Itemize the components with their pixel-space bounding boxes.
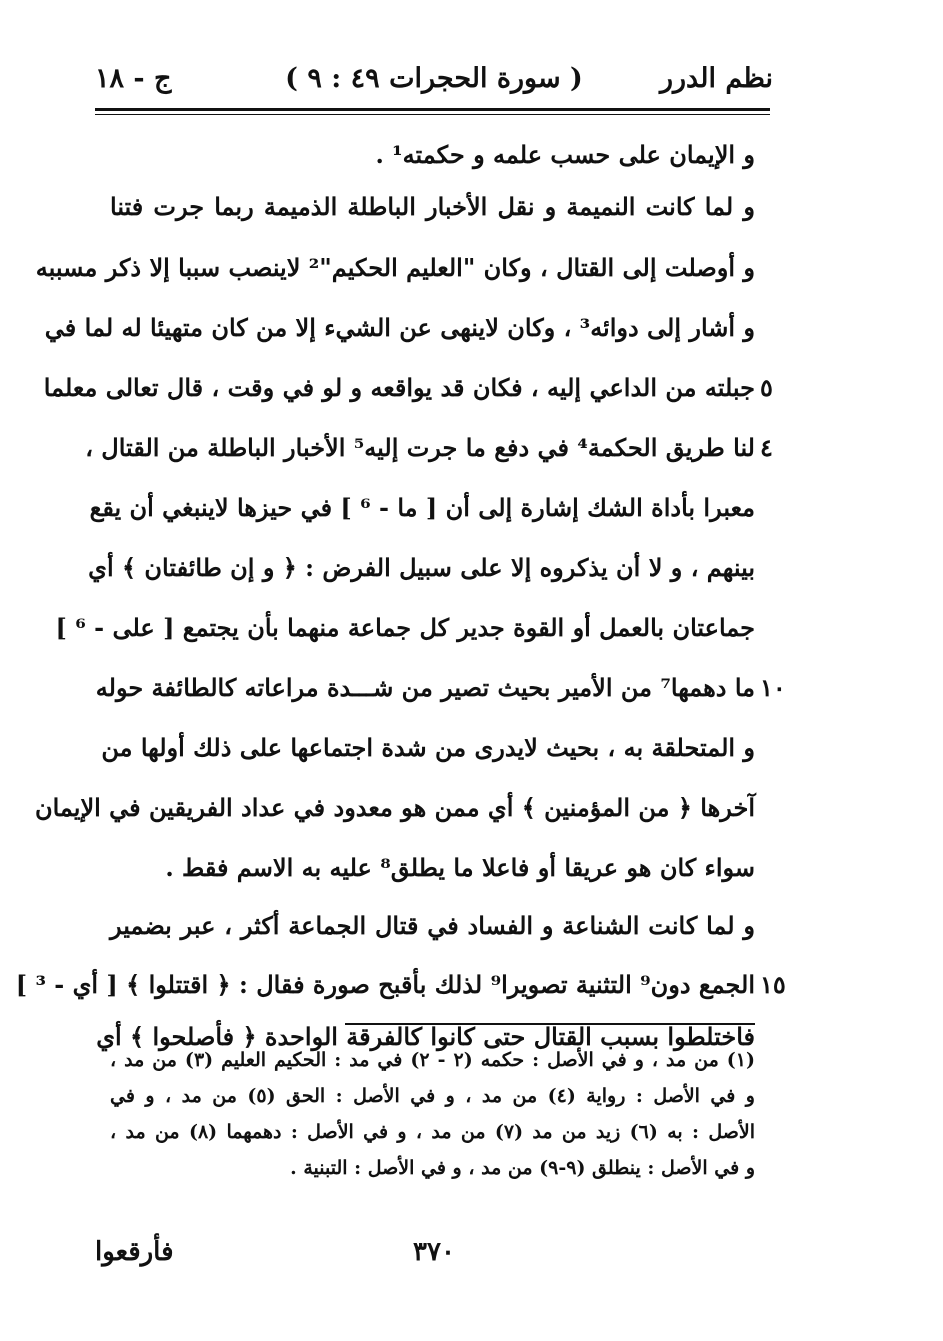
page-number: ٣٧٠: [413, 1237, 455, 1267]
text-line: و لما كانت النميمة و نقل الأخبار الباطلة الذميمة ربما جرت فتنا: [110, 192, 755, 221]
footnote-line: (١) من مد ، و في الأصل : حكمه (٢ - ٢) في مد : الحكيم العليم (٣) من مد ،: [110, 1049, 756, 1071]
text-line: الجمع دون⁹ التثنية تصويرا⁹ لذلك بأقبح صورة فقال : ﴿ اقتتلوا ﴾ [ أي - ³ ]: [15, 970, 755, 999]
footnote-line: و في الأصل : رواية (٤) من مد ، و في الأصل : الحق (٥) من مد ، و في: [110, 1085, 755, 1107]
text-line: جماعتان بالعمل أو القوة جدير كل جماعة منهما بأن يجتمع [ على - ⁶ ]: [55, 613, 755, 642]
text-line: و المتحلقة به ، بحيث لايدرى من شدة اجتماعها على ذلك أولها من: [101, 733, 755, 762]
line-number: ٥: [760, 373, 773, 402]
header-rule-thin: [95, 114, 770, 115]
text-line: معبرا بأداة الشك إشارة إلى أن [ ما - ⁶ ] في حيزها لاينبغي أن يقع: [89, 493, 755, 522]
text-line: آخرها ﴿ من المؤمنين ﴾ أي ممن هو معدود في عداد الفريقين في الإيمان: [34, 793, 755, 822]
surah-reference: ( سورة الحجرات ٤٩ : ٩ ): [285, 63, 583, 94]
text-line: و لما كانت الشناعة و الفساد في قتال الجماعة أكثر ، عبر بضمير: [110, 911, 755, 940]
footnote-line: و في الأصل : ينطلق (٩-٩) من مد ، و في الأصل : التبنية .: [290, 1157, 755, 1179]
text-line: بينهم ، و لا أن يذكروه إلا على سبيل الفرض : ﴿ و إن طائفتان ﴾ أي: [88, 553, 755, 582]
book-title: نظم الدرر: [659, 63, 773, 94]
footnote-rule: [345, 1023, 755, 1025]
text-line: لنا طريق الحكمة⁴ في دفع ما جرت إليه⁵ الأخبار الباطلة من القتال ،: [85, 433, 755, 462]
line-number: ٤: [760, 433, 773, 462]
line-number: ١٥: [760, 970, 786, 999]
running-header: [95, 58, 773, 100]
line-number: ١٠: [760, 673, 786, 702]
footnote-line: الأصل : به (٦) زيد من مد (٧) من مد ، و في الأصل : دهمهما (٨) من مد ،: [110, 1121, 755, 1143]
text-line: و أشار إلى دوائه³ ، وكان لاينهى عن الشيء إلا من كان متهيئا له لما في: [44, 313, 755, 342]
volume-number: ج - ١٨: [95, 63, 172, 94]
text-line: سواء كان هو عريقا أو فاعلا ما يطلق⁸ عليه به الاسم فقط .: [165, 853, 755, 882]
text-line: جبلته من الداعي إليه ، فكان قد يواقعه و لو في وقت ، قال تعالى معلما: [43, 373, 755, 402]
text-line: ما دهمها⁷ من الأمير بحيث تصير من شـــدة مراعاته كالطائفة حوله: [95, 673, 755, 702]
header-rule-thick: [95, 108, 770, 111]
text-line: فاختلطوا بسبب القتال حتى كانوا كالفرقة الواحدة ﴿ فأصلحوا ﴾ أي: [96, 1022, 755, 1051]
text-line: و أوصلت إلى القتال ، وكان "العليم الحكيم"² لاينصب سببا إلا ذكر مسببه: [35, 253, 755, 282]
catchword: فأرقعوا: [95, 1237, 174, 1267]
text-line: و الإيمان على حسب علمه و حكمته¹ .: [375, 140, 755, 169]
page-footer: [95, 1232, 773, 1272]
